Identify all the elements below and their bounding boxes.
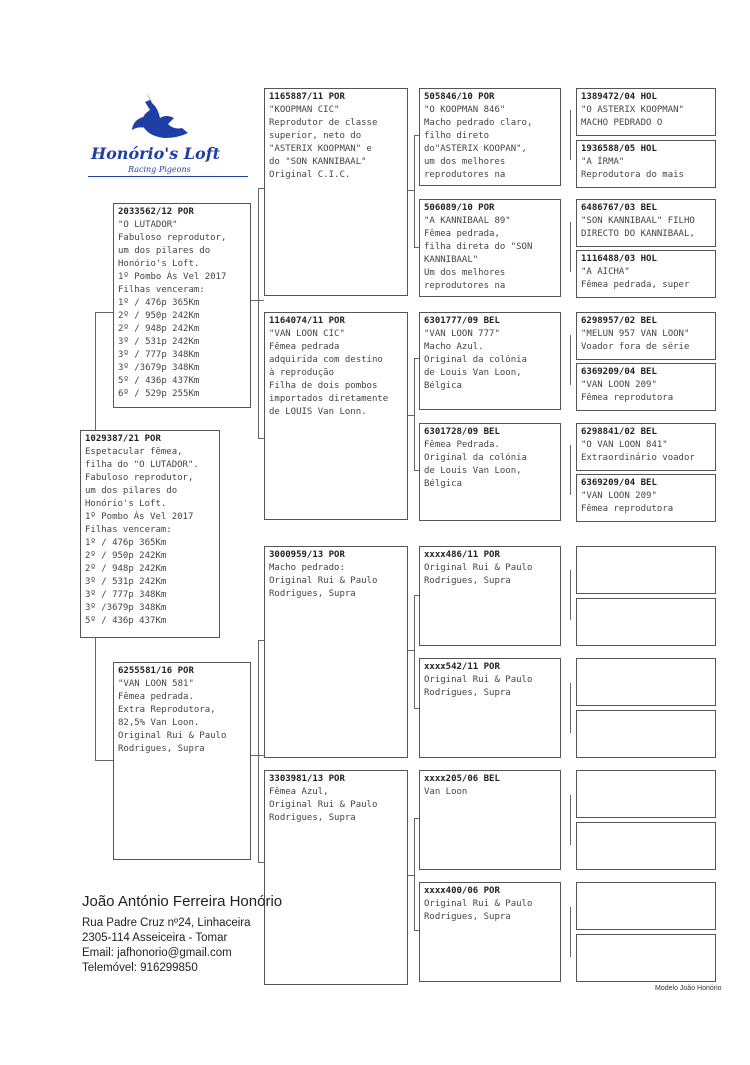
pedigree-description: Fêmea Pedrada. Original da colónia de Louis Van Loon, Bélgica — [424, 440, 527, 489]
connector-line — [408, 415, 414, 416]
pedigree-box-gen4-empty — [576, 882, 716, 930]
pedigree-box-gen4 — [576, 250, 716, 298]
connector-line — [95, 312, 96, 430]
connector-line — [414, 818, 415, 930]
ring-number: 2033562/12 POR — [118, 207, 194, 217]
pedigree-box-gen3 — [419, 770, 561, 870]
pedigree-box-gen2 — [264, 546, 408, 758]
model-credit: Modelo João Honório — [655, 985, 722, 992]
connector-line — [95, 312, 113, 313]
ring-number: 1029387/21 POR — [85, 434, 161, 444]
connector-line — [95, 638, 96, 760]
connector-line — [408, 190, 414, 191]
ring-number: 1116488/03 HOL — [581, 254, 657, 264]
ring-number: 6255581/16 POR — [118, 666, 194, 676]
pedigree-box-gen4-empty — [576, 770, 716, 818]
connector-line — [258, 188, 259, 438]
pedigree-description: "MELUN 957 VAN LOON" Voador fora de série — [581, 329, 690, 352]
ring-number: 6301777/09 BEL — [424, 316, 500, 326]
ring-number: 6369209/04 BEL — [581, 367, 657, 377]
pedigree-box-sire — [113, 203, 251, 408]
owner-contact — [82, 893, 282, 976]
pedigree-box-gen4-empty — [576, 710, 716, 758]
pedigree-box-gen3 — [419, 312, 561, 410]
logo-tagline: Racing Pigeons — [128, 165, 191, 174]
connector-line — [570, 335, 571, 385]
connector-line — [408, 650, 414, 651]
pedigree-box-gen2 — [264, 88, 408, 296]
pedigree-description: "VAN LOON 777" Macho Azul. Original da colónia de Louis Van Loon, Bélgica — [424, 329, 527, 391]
connector-line — [414, 135, 415, 247]
pedigree-description: Macho pedrado: Original Rui & Paulo Rodrigues, Supra — [269, 563, 378, 599]
pedigree-description: "KOOPMAN CIC" Reprodutor de classe superior, neto do "ASTERIX KOOPMAN" e do "SON KANNIBAAL" Original C.I.C. — [269, 105, 378, 180]
pedigree-box-gen3 — [419, 423, 561, 521]
connector-line — [570, 445, 571, 495]
ring-number: xxxx400/06 POR — [424, 886, 500, 896]
pedigree-box-gen4-empty — [576, 822, 716, 870]
pedigree-box-gen4 — [576, 423, 716, 471]
pedigree-description: "A ÍRMA" Reprodutora do mais — [581, 157, 684, 180]
ring-number: 6369209/04 BEL — [581, 478, 657, 488]
pedigree-box-gen4 — [576, 363, 716, 411]
pedigree-box-gen4 — [576, 88, 716, 136]
pedigree-description: "VAN LOON CIC" Fêmea pedrada adquirida com destino à reprodução Filha de dois pombos importados diretamente de LOUIS Van Lonn. — [269, 329, 389, 417]
connector-line — [250, 300, 264, 301]
connector-line — [570, 907, 571, 957]
logo-underline — [88, 176, 248, 177]
pedigree-description: "VAN LOON 209" Fêmea reprodutora — [581, 380, 674, 403]
ring-number: 3303981/13 POR — [269, 774, 345, 784]
pedigree-description: "O VAN LOON 841" Extraordinário voador — [581, 440, 695, 463]
pedigree-description: Fêmea Azul, Original Rui & Paulo Rodrigues, Supra — [269, 787, 378, 823]
pedigree-description: "VAN LOON 581" Fêmea pedrada. Extra Reprodutora, 82,5% Van Loon. Original Rui & Paulo Rodrigues, Supra — [118, 679, 227, 754]
pedigree-box-gen4-empty — [576, 934, 716, 982]
ring-number: 1389472/04 HOL — [581, 92, 657, 102]
pedigree-box-gen4-empty — [576, 658, 716, 706]
connector-line — [570, 222, 571, 272]
pedigree-box-dam — [113, 662, 251, 860]
pedigree-box-gen4 — [576, 312, 716, 360]
pedigree-description: "O LUTADOR" Fabuloso reprodutor, um dos pilares do Honório's Loft. 1º Pombo Ás Vel 2017 Filhas venceram: 1º / 476p 365Km 2º / 950p 242Km 2º / 948p 242Km 3º / 531p 242Km 3º / 777p 348Km 3º /3679p 348Km 5º / 436p 437Km 6º / 529p 255Km — [118, 220, 227, 399]
owner-address-line1: Rua Padre Cruz nº24, Linhaceira — [82, 917, 251, 929]
connector-line — [408, 875, 414, 876]
pedigree-description: "O ASTERIX KOOPMAN" MACHO PEDRADO O — [581, 105, 684, 128]
pedigree-box-gen2 — [264, 770, 408, 985]
pedigree-description: Original Rui & Paulo Rodrigues, Supra — [424, 563, 533, 586]
ring-number: xxxx542/11 POR — [424, 662, 500, 672]
connector-line — [414, 358, 415, 470]
ring-number: 6486767/03 BEL — [581, 203, 657, 213]
connector-line — [414, 595, 415, 708]
pedigree-box-gen4 — [576, 474, 716, 522]
connector-line — [95, 760, 113, 761]
logo — [88, 88, 253, 180]
pedigree-box-gen2 — [264, 312, 408, 520]
ring-number: 3000959/13 POR — [269, 550, 345, 560]
pedigree-description: Original Rui & Paulo Rodrigues, Supra — [424, 675, 533, 698]
ring-number: 6298841/02 BEL — [581, 427, 657, 437]
owner-address-line2: 2305-114 Asseiceira - Tomar — [82, 932, 228, 944]
ring-number: xxxx205/06 BEL — [424, 774, 500, 784]
pedigree-description: "O KOOPMAN 846" Macho pedrado claro, filho direto do"ASTERIX KOOPAN", um dos melhores reprodutores na — [424, 105, 533, 180]
ring-number: 6298957/02 BEL — [581, 316, 657, 326]
connector-line — [570, 110, 571, 160]
pedigree-description: "VAN LOON 209" Fêmea reprodutora — [581, 491, 674, 514]
ring-number: 6301728/09 BEL — [424, 427, 500, 437]
connector-line — [250, 755, 264, 756]
pedigree-box-gen4 — [576, 140, 716, 188]
pedigree-box-gen3 — [419, 546, 561, 646]
pedigree-box-gen3 — [419, 658, 561, 758]
pedigree-box-gen4-empty — [576, 598, 716, 646]
pedigree-description: Espetacular fêmea, filha do "O LUTADOR". Fabuloso reprodutor, um dos pilares do Honório's Loft. 1º Pombo Ás Vel 2017 Filhas venceram: 1º / 476p 365Km 2º / 950p 242Km 2º / 948p 242Km 3º / 531p 242Km 3º / 777p 348Km 3º /3679p 348Km 5º / 436p 437Km — [85, 447, 199, 626]
connector-line — [570, 570, 571, 620]
ring-number: xxxx486/11 POR — [424, 550, 500, 560]
pedigree-box-gen3 — [419, 88, 561, 186]
pedigree-description: Original Rui & Paulo Rodrigues, Supra — [424, 899, 533, 922]
owner-email: Email: jafhonorio@gmail.com — [82, 947, 232, 959]
connector-line — [570, 795, 571, 845]
pedigree-description: "SON KANNIBAAL" FILHO DIRECTO DO KANNIBAAL, — [581, 216, 695, 239]
ring-number: 1936588/05 HOL — [581, 144, 657, 154]
pedigree-description: Van Loon — [424, 787, 468, 797]
pedigree-box-gen3 — [419, 199, 561, 297]
pedigree-box-gen4 — [576, 199, 716, 247]
connector-line — [570, 683, 571, 733]
ring-number: 1164074/11 POR — [269, 316, 345, 326]
pedigree-description: "A AICHA" Fêmea pedrada, super — [581, 267, 690, 290]
ring-number: 1165887/11 POR — [269, 92, 345, 102]
ring-number: 505846/10 POR — [424, 92, 495, 102]
ring-number: 506089/10 POR — [424, 203, 495, 213]
pedigree-box-gen3 — [419, 882, 561, 982]
pedigree-description: "A KANNIBAAL 89" Fêmea pedrada, filha direta do "SON KANNIBAAL" Um dos melhores reprodutores na — [424, 216, 533, 291]
pedigree-box-subject — [80, 430, 220, 638]
owner-name: João António Ferreira Honório — [82, 893, 283, 910]
pedigree-box-gen4-empty — [576, 546, 716, 594]
owner-phone: Telemóvel: 916299850 — [82, 962, 198, 974]
connector-line — [258, 640, 259, 862]
logo-name: Honório's Loft — [91, 144, 220, 163]
